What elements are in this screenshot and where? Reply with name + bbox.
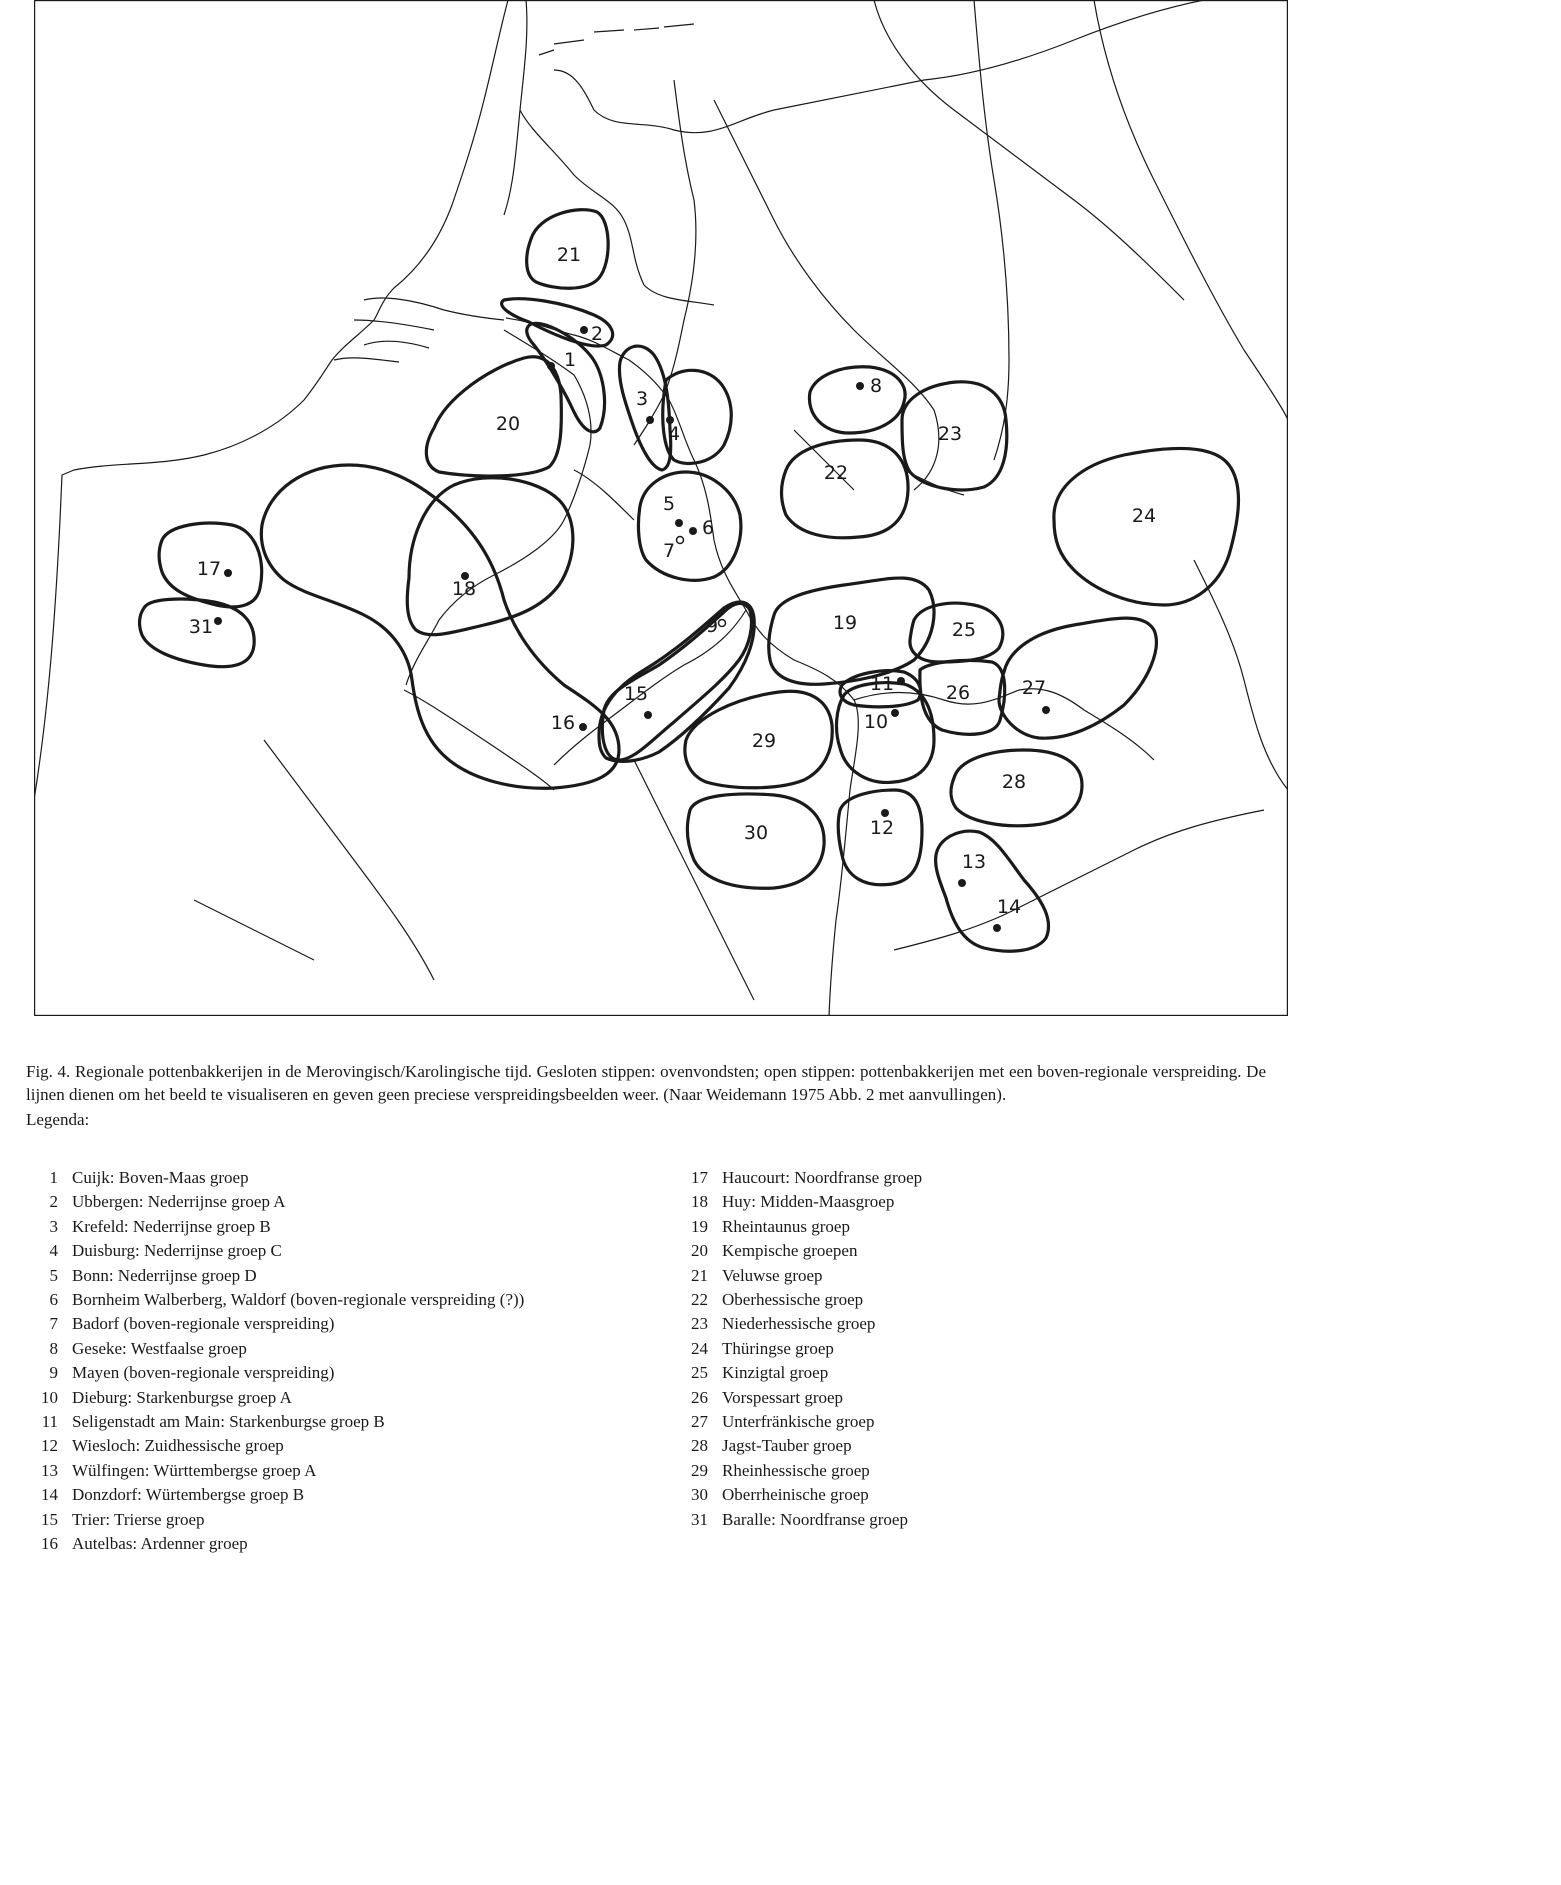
legend-text: Mayen (boven-regionale verspreiding) [72, 1363, 335, 1383]
region-label-5: 5 [662, 493, 676, 515]
legend-column-left [26, 1166, 646, 1557]
legend-number: 27 [691, 1412, 708, 1432]
legend-item [26, 1434, 646, 1458]
legend-number: 30 [691, 1485, 708, 1505]
legend-number: 20 [691, 1241, 708, 1261]
region-label-12: 12 [869, 817, 895, 839]
region-label-8: 8 [869, 375, 883, 397]
legend-number: 1 [49, 1168, 58, 1187]
legend-number: 4 [49, 1241, 58, 1261]
site-dot-12 [881, 809, 889, 817]
region-label-7: 7 [662, 540, 676, 562]
legend-text: Badorf (boven-regionale verspreiding) [72, 1314, 335, 1334]
region-label-2: 2 [590, 323, 604, 345]
legend-item [676, 1459, 1276, 1483]
legend-text: Bonn: Nederrijnse groep D [72, 1265, 257, 1285]
legend-text: Kempische groepen [722, 1241, 858, 1261]
legend-item [26, 1239, 646, 1263]
legend-item [676, 1239, 1276, 1263]
legend-number: 13 [41, 1460, 58, 1480]
legend-item [26, 1459, 646, 1483]
legend-text: Jagst-Tauber groep [722, 1436, 852, 1456]
legend-text: Ubbergen: Nederrijnse groep A [72, 1192, 286, 1212]
legend-item [26, 1264, 646, 1288]
legend-item [676, 1508, 1276, 1532]
legend-item [26, 1410, 646, 1434]
legend-text: Oberrheinische groep [722, 1485, 869, 1505]
legend-number: 15 [41, 1509, 58, 1529]
region-label-11: 11 [869, 673, 895, 695]
legend-title: Legenda: [26, 1110, 90, 1129]
legend-item [676, 1288, 1276, 1312]
legend-text: Thüringse groep [722, 1338, 834, 1358]
site-dot-17 [224, 569, 232, 577]
region-label-22: 22 [823, 462, 849, 484]
site-dot-5 [675, 519, 683, 527]
legend-text: Bornheim Walberberg, Waldorf (boven-regionale verspreiding (?)) [72, 1290, 525, 1310]
site-dot-9-open [719, 620, 726, 627]
legend-number: 11 [41, 1412, 58, 1432]
distribution-map [34, 0, 1288, 1016]
region-label-3: 3 [635, 388, 649, 410]
legend-item [676, 1166, 1276, 1190]
legend-item [26, 1337, 646, 1361]
legend-text: Dieburg: Starkenburgse groep A [72, 1387, 292, 1407]
legend-item [676, 1264, 1276, 1288]
legend-item [26, 1361, 646, 1385]
legend-number: 31 [691, 1509, 708, 1529]
region-label-24: 24 [1131, 505, 1157, 527]
site-dot-11 [897, 677, 905, 685]
legend-item [676, 1190, 1276, 1214]
region-label-14: 14 [996, 896, 1022, 918]
figure-caption: Fig. 4. Regionale pottenbakkerijen in de Merovingisch/Karolingische tijd. Gesloten stippen: ovenvondsten; open stippen: pottenbakkerijen met een boven-regionale verspreiding. De lijnen dienen om het beeld te visualiseren en geven geen preciese verspreidingsbeelden weer. (Naar Weidemann 1975 Abb. 2 met aanvullingen). [26, 1062, 1266, 1104]
site-dot-8 [856, 382, 864, 390]
region-label-26: 26 [945, 682, 971, 704]
legend-text: Baralle: Noordfranse groep [722, 1509, 908, 1529]
site-dot-6 [689, 527, 697, 535]
legend-number: 17 [691, 1168, 708, 1187]
region-label-21: 21 [556, 244, 582, 266]
legend-number: 9 [49, 1363, 58, 1383]
legend-number: 5 [49, 1265, 58, 1285]
region-label-30: 30 [743, 822, 769, 844]
legend-number: 24 [691, 1338, 708, 1358]
site-dot-10 [891, 709, 899, 717]
legend-number: 22 [691, 1290, 708, 1310]
legend-item [676, 1386, 1276, 1410]
legend-text: Rheinhessische groep [722, 1460, 870, 1480]
legend-item [26, 1288, 646, 1312]
legend-text: Huy: Midden-Maasgroep [722, 1192, 895, 1212]
legend-text: Cuijk: Boven-Maas groep [72, 1168, 249, 1187]
region-label-4: 4 [667, 423, 681, 445]
legend-item [676, 1312, 1276, 1336]
region-label-19: 19 [832, 612, 858, 634]
legend-text: Geseke: Westfaalse groep [72, 1338, 247, 1358]
legend-item [676, 1483, 1276, 1507]
region-label-1: 1 [563, 349, 577, 371]
legend-text: Wülfingen: Württembergse groep A [72, 1460, 317, 1480]
legend-item [26, 1386, 646, 1410]
legend-item [676, 1215, 1276, 1239]
legend-text: Oberhessische groep [722, 1290, 864, 1310]
map-figure [34, 0, 1288, 1016]
legend-number: 6 [49, 1290, 58, 1310]
legend-item [676, 1361, 1276, 1385]
legend-number: 10 [41, 1387, 58, 1407]
region-label-15: 15 [623, 683, 649, 705]
site-dot-3 [646, 416, 654, 424]
region-label-31: 31 [188, 616, 214, 638]
legend-number: 23 [691, 1314, 708, 1334]
legend-text: Donzdorf: Würtembergse groep B [72, 1485, 305, 1505]
legend-text: Duisburg: Nederrijnse groep C [72, 1241, 282, 1261]
legend-text: Vorspessart groep [722, 1387, 844, 1407]
legend-item [26, 1190, 646, 1214]
legend-item [676, 1434, 1276, 1458]
site-dot-1 [547, 362, 555, 370]
site-dot-14 [993, 924, 1001, 932]
legend-number: 2 [49, 1192, 58, 1212]
region-label-10: 10 [863, 711, 889, 733]
site-dot-16 [579, 723, 587, 731]
legend-text: Niederhessische groep [722, 1314, 876, 1334]
legend-number: 3 [49, 1216, 58, 1236]
legend-text: Wiesloch: Zuidhessische groep [72, 1436, 284, 1456]
legend-item [26, 1166, 646, 1190]
legend-number: 29 [691, 1460, 708, 1480]
legend-text: Autelbas: Ardenner groep [72, 1534, 248, 1554]
legend-item [26, 1508, 646, 1532]
legend-text: Trier: Trierse groep [72, 1509, 205, 1529]
legend-number: 7 [49, 1314, 58, 1334]
legend-number: 21 [691, 1265, 708, 1285]
legend-item [26, 1483, 646, 1507]
legend-text: Seligenstadt am Main: Starkenburgse groep B [72, 1412, 385, 1432]
legend-number: 18 [691, 1192, 708, 1212]
legend-item [676, 1410, 1276, 1434]
legend-number: 8 [49, 1338, 58, 1358]
legend-item [26, 1215, 646, 1239]
legend-item [676, 1337, 1276, 1361]
region-label-27: 27 [1021, 677, 1047, 699]
legend-number: 14 [41, 1485, 58, 1505]
region-label-28: 28 [1001, 771, 1027, 793]
legend-text: Kinzigtal groep [722, 1363, 829, 1383]
site-dot-15 [644, 711, 652, 719]
legend-number: 16 [41, 1534, 58, 1554]
legend-text: Unterfränkische groep [722, 1412, 875, 1432]
site-dot-2 [580, 326, 588, 334]
region-label-29: 29 [751, 730, 777, 752]
region-label-23: 23 [937, 423, 963, 445]
region-label-17: 17 [196, 558, 222, 580]
region-label-20: 20 [495, 413, 521, 435]
legend-text: Veluwse groep [722, 1265, 823, 1285]
legend-number: 12 [41, 1436, 58, 1456]
region-label-18: 18 [451, 578, 477, 600]
legend-text: Rheintaunus groep [722, 1216, 850, 1236]
legend-column-right [676, 1166, 1276, 1532]
legend-number: 25 [691, 1363, 708, 1383]
site-dot-27 [1042, 706, 1050, 714]
legend-text: Krefeld: Nederrijnse groep B [72, 1216, 271, 1236]
legend-item [26, 1532, 646, 1556]
region-label-9: 9 [705, 615, 719, 637]
legend-item [26, 1312, 646, 1336]
legend-number: 26 [691, 1387, 708, 1407]
region-label-13: 13 [961, 851, 987, 873]
legend-number: 19 [691, 1216, 708, 1236]
region-label-16: 16 [550, 712, 576, 734]
figure-caption-block [26, 1060, 1266, 1131]
region-label-6: 6 [701, 517, 715, 539]
site-dot-31 [214, 617, 222, 625]
region-label-25: 25 [951, 619, 977, 641]
map-frame [35, 1, 1288, 1016]
site-dot-7-open [677, 537, 684, 544]
legend-text: Haucourt: Noordfranse groep [722, 1168, 923, 1187]
legend-number: 28 [691, 1436, 708, 1456]
site-dot-13 [958, 879, 966, 887]
